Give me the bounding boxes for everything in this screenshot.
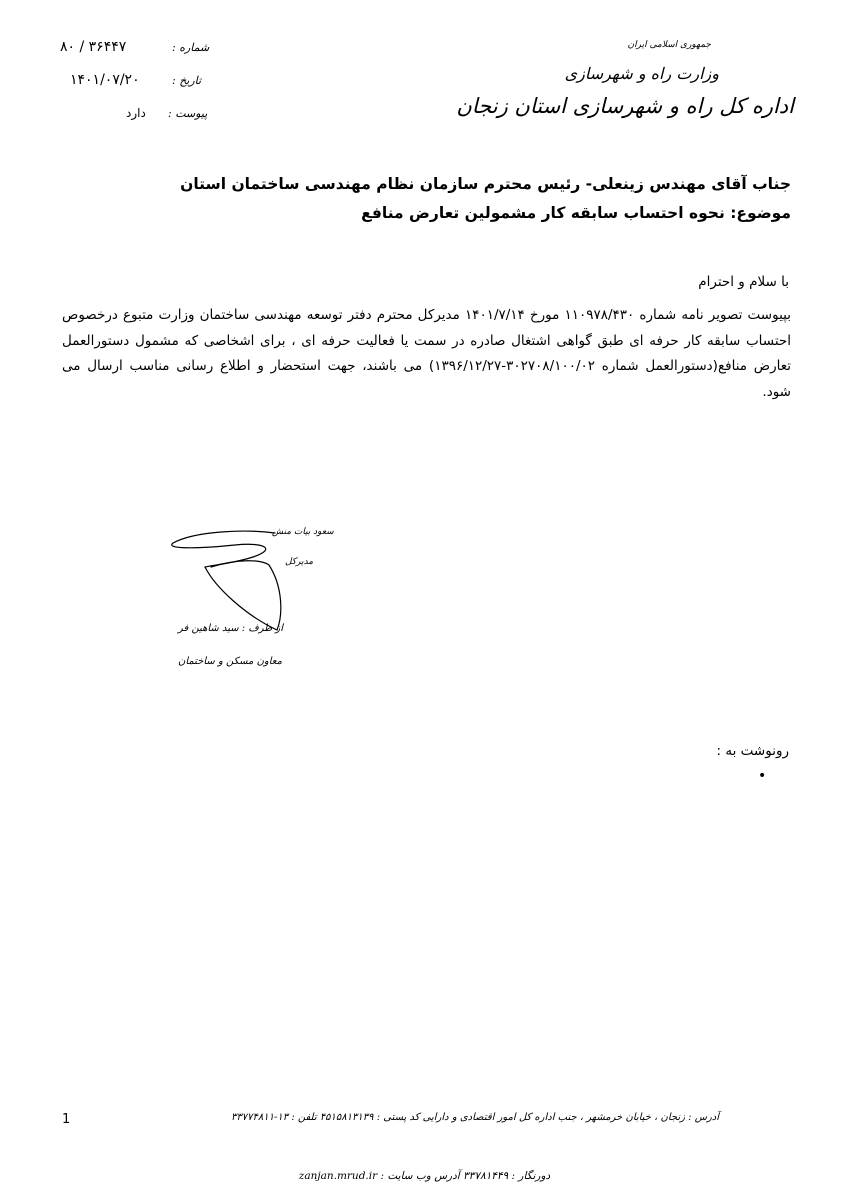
copy-to-label: رونوشت به : xyxy=(716,743,789,759)
letter-attachment-value: دارد xyxy=(126,106,146,120)
letter-number-value: ۸۰ / ۳۶۴۴۷ xyxy=(60,39,127,55)
copy-to-bullet: • xyxy=(758,768,767,784)
letterhead-ministry: وزارت راه و شهرسازی xyxy=(564,64,719,83)
signature-title: مدیرکل xyxy=(285,557,314,567)
letter-body: بپیوست تصویر نامه شماره ۱۱۰۹۷۸/۴۳۰ مورخ ۱۴۰۱/۷/۱۴ مدیرکل محترم دفتر توسعه مهندسی ساختمان وزارت متبوع درخصوص احتساب سابقه کار حرفه ای طبق گواهی اشتغال صادره در سمت یا فعالیت حرفه ای ، برای اشخاصی که مشمول دستورالعمل تعارض منافع(دستورالعمل شماره ۳۰۲۷۰۸/۱۰۰/۰۲-۱۳۹۶/۱۲/۲۷) می باشند، جهت استحضار و اطلاع رسانی مناسب ارسال می شود. xyxy=(62,307,791,400)
signature-name: سعود بیات منش xyxy=(272,527,334,537)
letterhead-country: جمهوری اسلامی ایران xyxy=(627,40,711,50)
signature-deputy: معاون مسکن و ساختمان xyxy=(178,656,282,667)
letter-subject: موضوع: نحوه احتساب سابقه کار مشمولین تعارض منافع xyxy=(361,204,791,222)
page-number: 1 xyxy=(62,1112,71,1127)
letter-recipient: جناب آقای مهندس زینعلی- رئیس محترم سازمان نظام مهندسی ساختمان استان xyxy=(180,175,791,193)
signature-scribble-icon xyxy=(165,515,285,640)
letterhead-department: اداره کل راه و شهرسازی استان زنجان xyxy=(456,94,794,118)
letter-date-value: ۱۴۰۱/۰۷/۲۰ xyxy=(70,72,140,88)
footer-website: دورنگار : ۳۳۷۸۱۴۴۹ آدرس وب سایت : zanjan.mrud.ir xyxy=(298,1170,551,1182)
signature-on-behalf: از طرف : سید شاهین فر xyxy=(178,623,283,634)
letter-number-label: شماره : xyxy=(172,41,210,54)
letter-date-label: تاریخ : xyxy=(172,74,202,87)
letter-attachment-label: پیوست : xyxy=(168,107,208,120)
letter-greeting: با سلام و احترام xyxy=(698,274,789,290)
footer-address: آدرس : زنجان ، خیابان خرمشهر ، جنب اداره کل امور اقتصادی و دارایی کد پستی : ۴۵۱۵۸۱۳۱۳۹ تلفن : ۱۳-۳۳۷۷۴۸۱۱ xyxy=(231,1112,719,1123)
